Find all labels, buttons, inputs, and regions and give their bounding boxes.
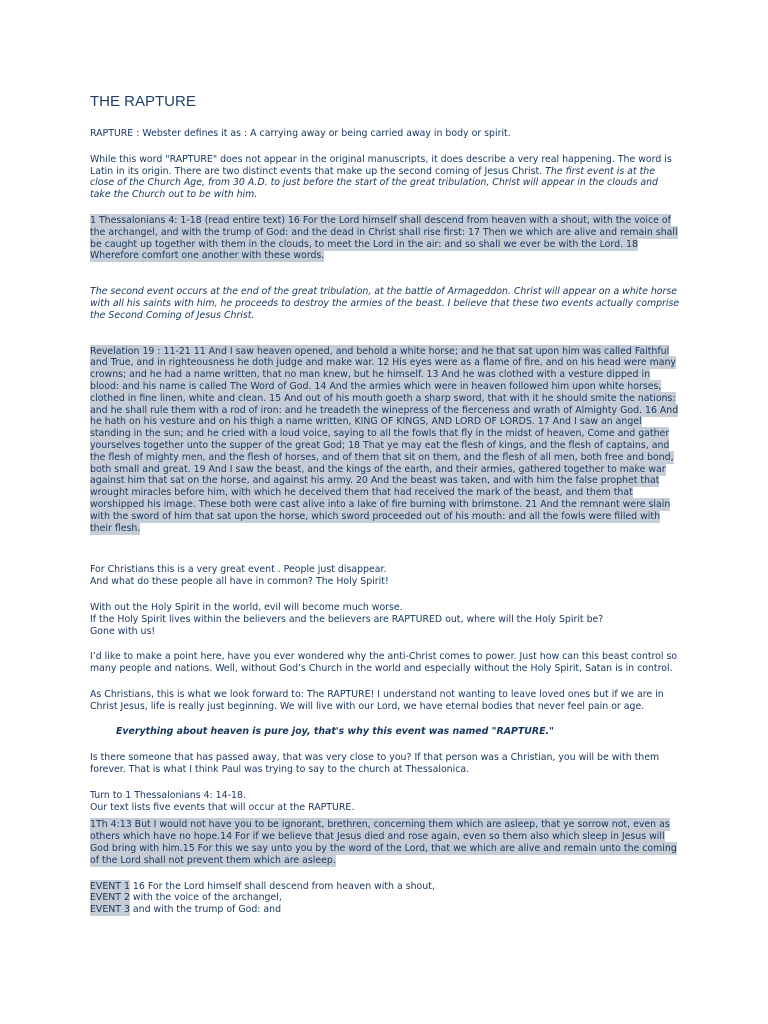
passed-away-paragraph: Is there someone that has passed away, that was very close to you? If that person was a Christian, you will be with them forever. That is what I think Paul was trying to say to the church at Thessalonica. (90, 752, 660, 776)
look-forward-paragraph: As Christians, this is what we look forward to: The RAPTURE! I understand not wanting to leave loved ones but if we are in Christ Jesus, life is really just beginning. We will live with our Lord, we have eternal bodies that never feel pain or age. (90, 688, 664, 712)
event-item (90, 881, 680, 893)
turn-to-paragraph (90, 790, 680, 814)
christians-line-1: For Christians this is a very great event . People just disappear. (90, 564, 387, 576)
revelation-text: Revelation 19 : 11-21 11 And I saw heaven opened, and behold a white horse; and he that sat upon him was called Faithful and True, and in righteousness he doth judge and make war. 12 His eyes were as a flame of fire, and on his head were many crowns; and he had a name written, that no man knew, but he himself. 13 And he was clothed with a vesture dipped in blood: and his name is called The Word of God. 14 And the armies which were in heaven followed him upon white horses, clothed in fine linen, white and clean. 15 And out of his mouth goeth a sharp sword, that with it he should smite the nations: and he shall rule them with a rod of iron: and he treadeth the winepress of the fierceness and wrath of Almighty God. 16 And he hath on his vesture and on his thigh a name written, KING OF KINGS, AND LORD OF LORDS. 17 And I saw an angel standing in the sun; and he cried with a loud voice, saying to all the fowls that fly in the midst of heaven, Come and gather yourselves together unto the supper of the great God; 18 That ye may eat the flesh of kings, and the flesh of captains, and the flesh of mighty men, and the flesh of horses, and of them that sit on them, and the flesh of all men, both free and bond, both small and great. 19 And I saw the beast, and the kings of the earth, and their armies, gathered together to make war against him that sat on the horse, and against his army. 20 And the beast was taken, and with him the false prophet that wrought miracles before him, with which he deceived them that had received the mark of the beast, and them that worshipped his image. These both were cast alive into a lake of fire burning with brimstone. 21 And the remnant were slain with the sword of him that sat upon the horse, which sword proceeded out of his mouth: and all the fowls were filled with their flesh. (90, 345, 679, 534)
christians-line-2: And what do these people all have in common? The Holy Spirit! (90, 576, 389, 588)
thessalonians-passage (90, 215, 680, 262)
event-label: EVENT 2 (90, 892, 130, 904)
holy-spirit-line-2: If the Holy Spirit lives within the believers and the believers are RAPTURED out, where will the Holy Spirit be? (90, 613, 604, 625)
event-text: with the voice of the archangel, (129, 892, 282, 904)
turn-to-line: Turn to 1 Thessalonians 4: 14-18. (90, 789, 246, 801)
holy-spirit-line-1: With out the Holy Spirit in the world, evil will become much worse. (90, 601, 403, 613)
intro-paragraph (90, 154, 680, 201)
anti-christ-paragraph: I’d like to make a point here, have you ever wondered why the anti-Christ comes to power. Just how can this beast control so many people and nations. Well, without God’s Church in the world and especially without the Holy Spirit, Satan is in control. (90, 651, 678, 675)
thessalonians-14-text: 1Th 4:13 But I would not have you to be ignorant, brethren, concerning them which are asleep, that ye sorrow not, even as others which have no hope.14 For if we believe that Jesus died and rose again, even so them also which sleep in Jesus will God bring with him.15 For this we say unto you by the word of the Lord, that we which are alive and remain unto the coming of the Lord shall not prevent them which are asleep. (90, 819, 677, 866)
christians-paragraph (90, 564, 680, 588)
intro-text: While this word "RAPTURE" does not appear in the original manuscripts, it does describe a very real happening. The word is Latin in its origin. There are two distinct events that make up the second coming of Jesus Christ. (90, 153, 672, 177)
event-item (90, 904, 680, 916)
holy-spirit-line-3: Gone with us! (90, 625, 156, 637)
text-lists-line: Our text lists five events that will occur at the RAPTURE. (90, 801, 355, 813)
second-event-paragraph: The second event occurs at the end of the great tribulation, at the battle of Armageddon. Christ will appear on a white horse with all his saints with him, he proceeds to destroy the armies of the beast. I believe that these two events actually comprise the Second Coming of Jesus Christ. (90, 286, 680, 321)
event-label: EVENT 1 (90, 880, 130, 892)
definition-paragraph: RAPTURE : Webster defines it as : A carrying away or being carried away in body or spirit. (90, 128, 511, 139)
holy-spirit-paragraph (90, 602, 680, 637)
event-item (90, 892, 680, 904)
pure-joy-heading: Everything about heaven is pure joy, that's why this event was named "RAPTURE." (116, 726, 554, 738)
page-title: THE RAPTURE (90, 93, 196, 110)
document-page (90, 92, 680, 916)
first-event-text: The first event is at the close of the Church Age, from 30 A.D. to just before the start of the great tribulation, Christ will appear in the clouds and take the Church out to be with him. (90, 165, 659, 201)
events-list (90, 881, 680, 916)
event-label: EVENT 3 (90, 904, 130, 916)
event-text: and with the trump of God: and (129, 904, 282, 916)
revelation-passage (90, 346, 680, 535)
thessalonians-14-passage (90, 819, 680, 866)
thessalonians-text: 1 Thessalonians 4: 1-18 (read entire text) 16 For the Lord himself shall descend from heaven with a shout, with the voice of the archangel, and with the trump of God: and the dead in Christ shall rise first: 17 Then we which are alive and remain shall be caught up together with them in the clouds, to meet the Lord in the air: and so shall we ever be with the Lord. 18 Wherefore comfort one another with these words. (90, 214, 678, 262)
event-text: 16 For the Lord himself shall descend from heaven with a shout, (129, 880, 435, 892)
